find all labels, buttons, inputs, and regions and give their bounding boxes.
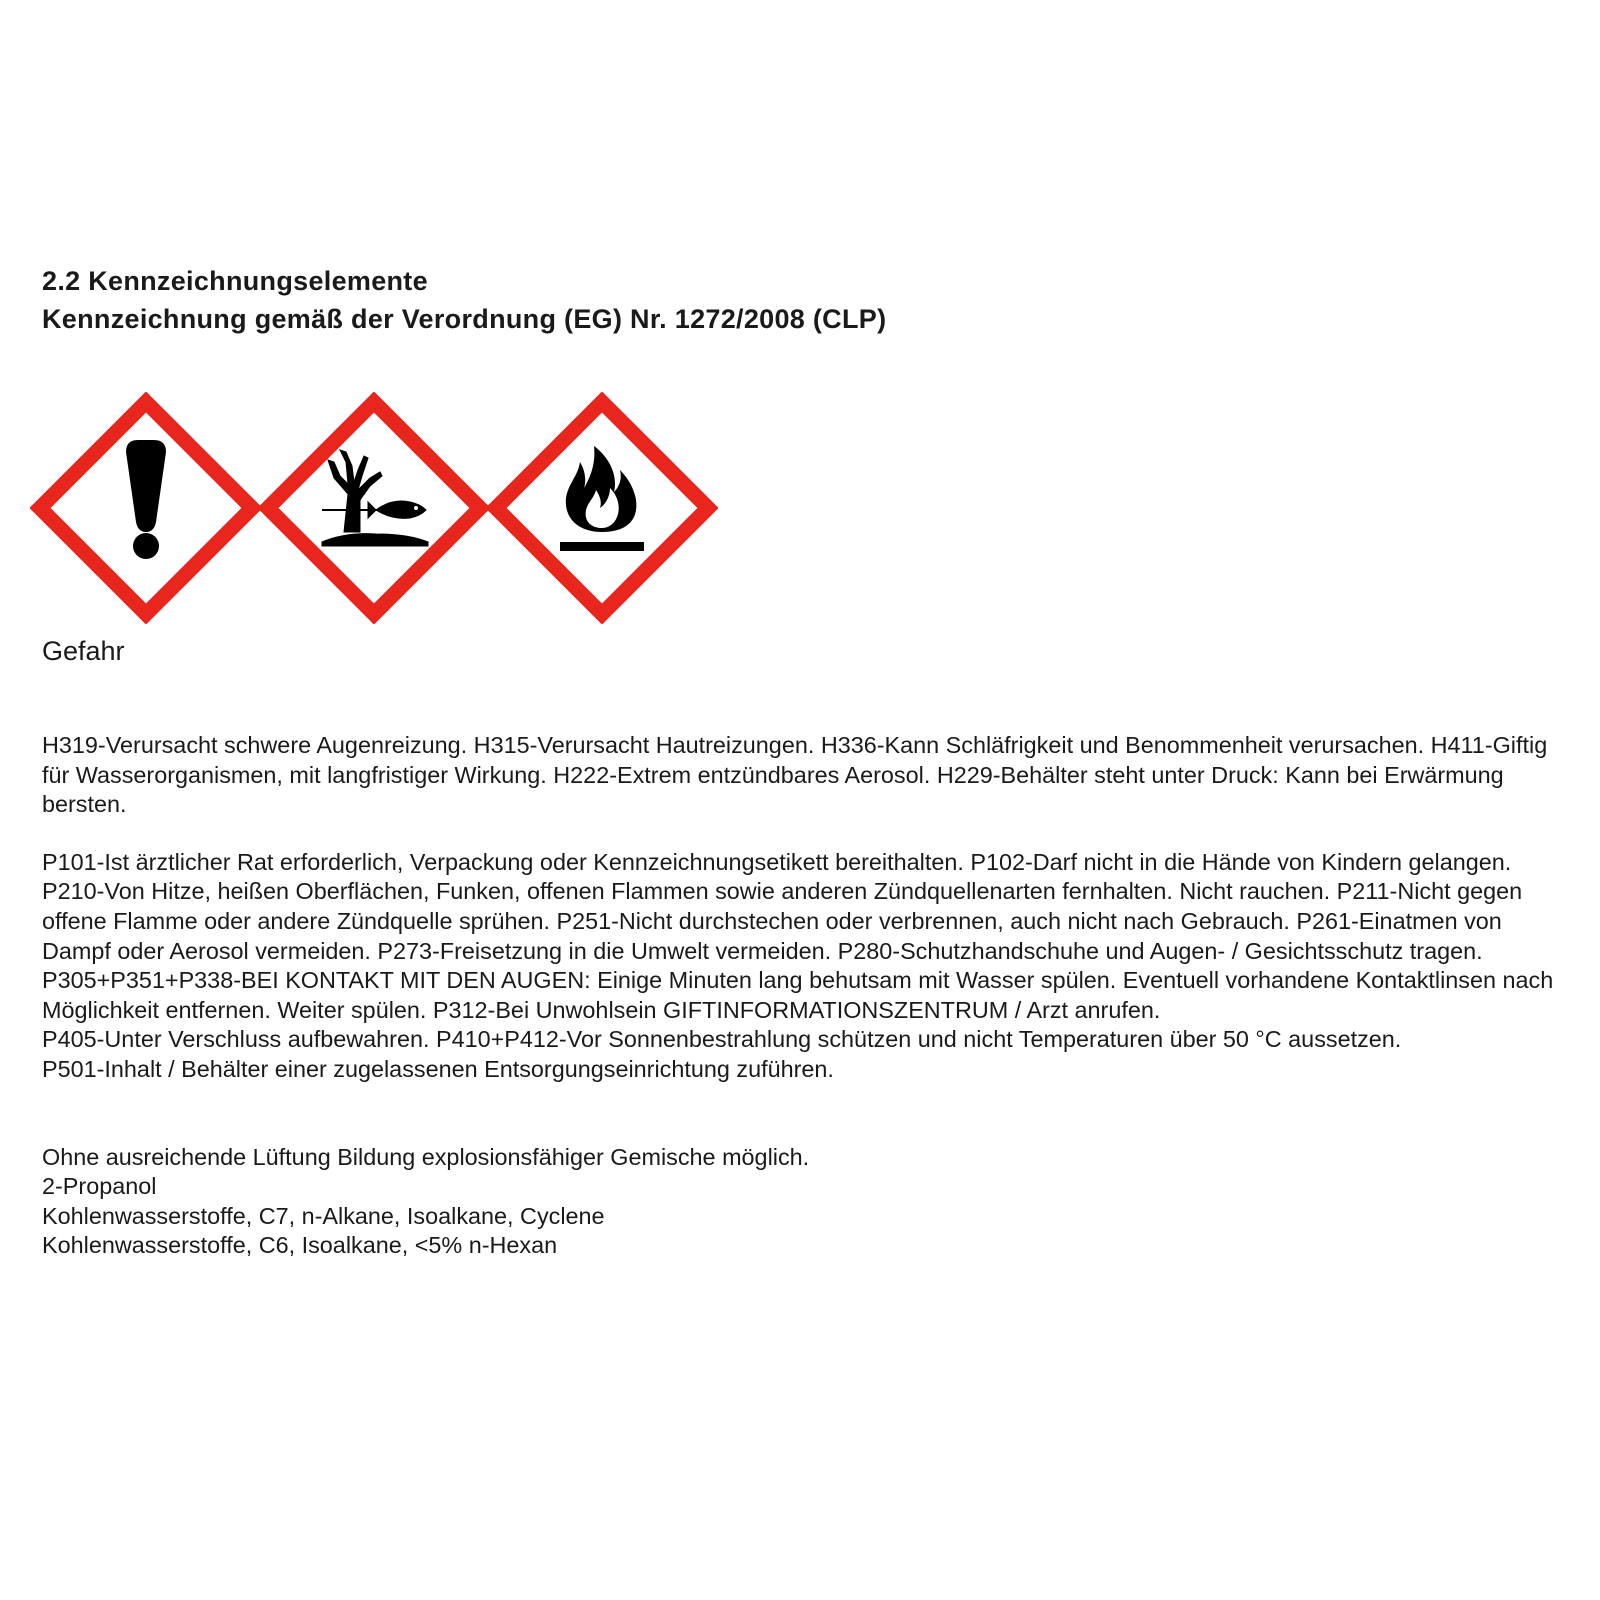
precautionary-statement: P305+P351+P338-BEI KONTAKT MIT DEN AUGEN: Einige Minuten lang behutsam mit Wasser spülen. Eventuell vorhandene Kontaktlinsen nach Möglichkeit entfernen. Weiter spülen. P312-Bei Unwohlsein GIFTINFORMATIONSZENTRUM / Arzt anrufen. [42,967,1554,1023]
environment-icon [258,392,490,624]
labelling-section [42,262,1562,338]
precautionary-statement: P501-Inhalt / Behälter einer zugelassenen Entsorgungseinrichtung zuführen. [42,1055,834,1082]
precautionary-statement: P101-Ist ärztlicher Rat erforderlich, Verpackung oder Kennzeichnungsetikett bereithalten. P102-Darf nicht in die Hände von Kindern gelangen. [42,848,1512,875]
exclamation-mark-icon [30,392,262,624]
hazard-statements: H319-Verursacht schwere Augenreizung. H315-Verursacht Hautreizungen. H336-Kann Schläfrigkeit und Benommenheit verursachen. H411-Giftig für Wasserorganismen, mit langfristiger Wirkung. H222-Extrem entzündbares Aerosol. H229-Behälter steht unter Druck: Kann bei Erwärmung bersten. [42,732,1548,818]
component-name: Kohlenwasserstoffe, C6, Isoalkane, <5% n-Hexan [42,1232,558,1259]
section-title: 2.2 Kennzeichnungselemente [42,266,428,296]
component-name: 2-Propanol [42,1173,157,1200]
signal-word: Gefahr [42,636,125,666]
ghs-pictograms [30,392,720,624]
flame-icon [486,392,718,624]
precautionary-statement: P210-Von Hitze, heißen Oberflächen, Funken, offenen Flammen sowie anderen Zündquellenarten fernhalten. Nicht rauchen. P211-Nicht gegen offene Flamme oder andere Zündquelle sprühen. P251-Nicht durchstechen oder verbrennen, auch nicht nach Gebrauch. P261-Einatmen von Dampf oder Aerosol vermeiden. P273-Freisetzung in die Umwelt vermeiden. P280-Schutzhandschuhe und Augen- / Gesichtsschutz tragen. [42,878,1523,964]
supplemental-note: Ohne ausreichende Lüftung Bildung explosionsfähiger Gemische möglich. [42,1143,810,1170]
statements-block [42,731,1572,1261]
component-name: Kohlenwasserstoffe, C7, n-Alkane, Isoalkane, Cyclene [42,1202,605,1229]
section-subtitle: Kennzeichnung gemäß der Verordnung (EG) Nr. 1272/2008 (CLP) [42,304,887,334]
precautionary-statement: P405-Unter Verschluss aufbewahren. P410+P412-Vor Sonnenbestrahlung schützen und nicht Temperaturen über 50 °C aussetzen. [42,1026,1402,1053]
